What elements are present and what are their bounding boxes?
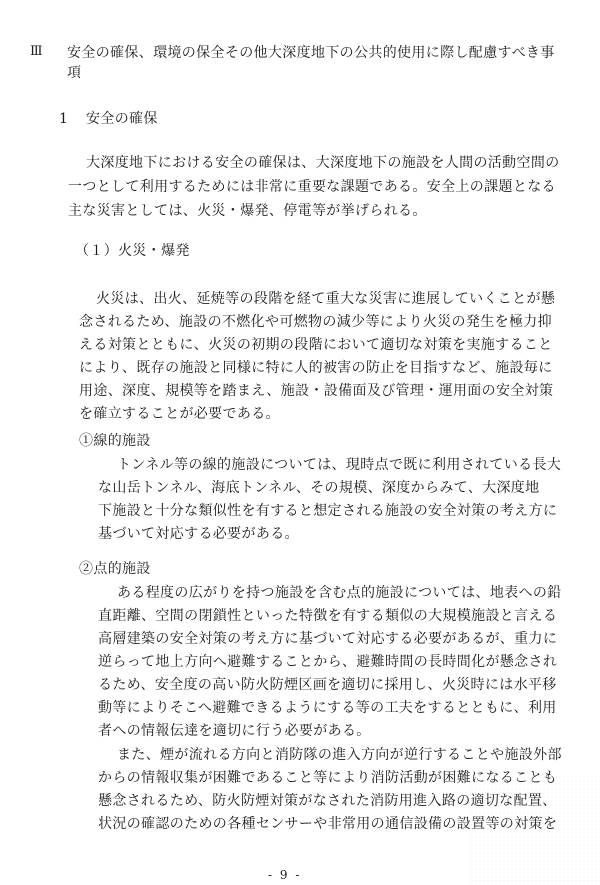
linear-facility-line: な山岳トンネル、海底トンネル、その規模、深度からみて、大深度地 xyxy=(98,480,540,496)
point-facility-line: 状況の確認のための各種センサーや非常用の通信設備の設置等の対策を xyxy=(98,816,558,832)
point-facility-line: 逆らって地上方向へ避難することから、避難時間の長時間化が懸念され xyxy=(98,654,558,670)
linear-facility-line: トンネル等の線的施設については、現時点で既に利用されている長大 xyxy=(117,457,562,473)
subsection-number: 1 xyxy=(59,111,69,127)
fire-paragraph-line: 念されるため、施設の不燃化や可燃物の減少等により火災の発生を極力抑 xyxy=(79,314,552,330)
item-heading-fire-explosion: （１）火災・爆発 xyxy=(75,243,190,259)
point-facility-line: 高層建築の安全対策の考え方に基づいて対応する必要があるが、重力に xyxy=(98,631,558,647)
point-facility-line: 動等によりそこへ避難できるようにする等の工夫をするとともに、利用 xyxy=(98,700,557,716)
fire-paragraph-line: を確立することが必要である。 xyxy=(79,406,280,422)
point-facility-line: ある程度の広がりを持つ施設を含む点的施設については、地表への鉛 xyxy=(117,585,562,601)
intro-line: 主な災害としては、火災・爆発、停電等が挙げられる。 xyxy=(68,203,427,219)
fire-paragraph-line: える対策とともに、火災の初期の段階において適切な対策を実施すること xyxy=(79,337,553,353)
point-facility-line: 懸念されるため、防火防煙対策がなされた消防用進入路の適切な配置、 xyxy=(98,793,557,809)
point-facility-line: 者への情報伝達を適切に行う必要がある。 xyxy=(98,723,371,739)
page-number: - 9 - xyxy=(268,868,302,882)
section-heading-line-2: 項 xyxy=(67,65,82,81)
linear-facility-heading: ①線的施設 xyxy=(79,433,151,449)
scan-speckle xyxy=(470,775,600,885)
fire-paragraph-line: 火災は、出火、延焼等の段階を経て重大な災害に進展していくことが懸 xyxy=(96,291,556,307)
point-facility-line: また、煙が流れる方向と消防隊の進入方向が逆行することや施設外部 xyxy=(117,747,562,763)
fire-paragraph-line: 用途、深度、規模等を踏まえ、施設・設備面及び管理・運用面の安全対策 xyxy=(79,383,554,399)
intro-line: 大深度地下における安全の確保は、大深度地下の施設を人間の活動空間の xyxy=(86,155,560,171)
linear-facility-line: 基づいて対応する必要がある。 xyxy=(98,526,299,542)
point-facility-heading: ②点的施設 xyxy=(79,561,151,577)
section-numeral: Ⅲ xyxy=(30,44,43,59)
point-facility-line: 直距離、空間の閉鎖性といった特徴を有する類似の大規模施設と言える xyxy=(98,608,558,624)
point-facility-line: からの情報収集が困難であること等により消防活動が困難になることも xyxy=(98,770,558,786)
point-facility-line: るため、安全度の高い防火防煙区画を適切に採用し、火災時には水平移 xyxy=(98,677,557,693)
section-heading-line-1: 安全の確保、環境の保全その他大深度地下の公共的使用に際し配慮すべき事 xyxy=(67,45,555,61)
subsection-title: 安全の確保 xyxy=(86,111,158,127)
fire-paragraph-line: により、既存の施設と同様に特に人的被害の防止を目指すなど、施設毎に xyxy=(79,360,553,376)
intro-line: 一つとして利用するためには非常に重要な課題である。安全上の課題となる xyxy=(68,179,556,195)
linear-facility-line: 下施設と十分な類似性を有すると想定される施設の安全対策の考え方に xyxy=(98,503,558,519)
